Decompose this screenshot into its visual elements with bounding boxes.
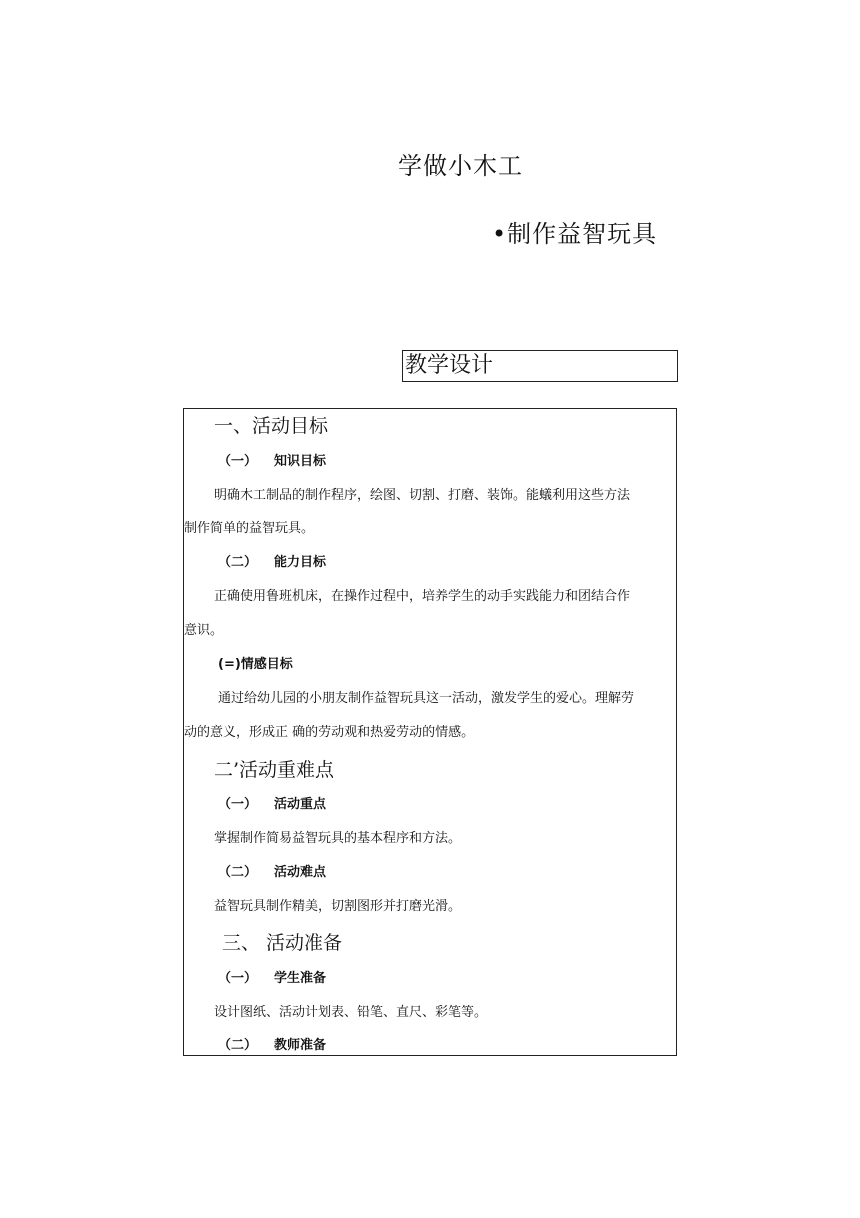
subheading-emotion [218,653,293,672]
paragraph-line: 明确木工制品的制作程序，绘图、切割、打磨、装饰。能蟻利用这些方法 [214,488,631,503]
subheading-label: 情感目标 [240,657,293,672]
subheading-number: （二） [218,865,258,880]
section-heading-key-points: 二’活动重难点 [214,759,335,781]
subheading-label: 活动重点 [274,797,327,812]
subheading-number: （一） [218,454,258,469]
subheading-knowledge [218,450,326,469]
paragraph-line: 制作简单的益智玩具。 [184,521,315,536]
section-heading-preparation: 三、 活动准备 [222,932,343,954]
subheading-number: (=) [218,657,241,672]
subheading-difficulty [218,861,326,880]
section-heading-goals: 一、活动目标 [214,415,329,437]
paragraph-line: 掌握制作简易益智玩具的基本程序和方法。 [214,831,462,846]
subheading-student-prep [218,967,326,986]
subheading-label: 教师准备 [274,1038,327,1053]
paragraph-line: 动的意义，形成正 确的劳动观和热爱劳动的情感。 [184,725,475,740]
subheading-number: （二） [218,1038,258,1053]
document-title: 学做小木工 [398,152,523,180]
paragraph-line: 益智玩具制作精美，切割图形并打磨光滑。 [214,899,462,914]
design-label-box: 教学设计 [402,350,678,382]
subheading-teacher-prep [218,1034,326,1053]
subheading-number: （一） [218,797,258,812]
subheading-focus [218,793,326,812]
paragraph-line: 意识。 [184,623,224,638]
document-subtitle: •制作益智玩具 [492,220,658,248]
subheading-label: 学生准备 [274,971,327,986]
subheading-ability [218,551,326,570]
subheading-label: 活动难点 [274,865,327,880]
subheading-label: 能力目标 [274,555,327,570]
content-frame [183,408,677,1056]
subheading-number: （二） [218,555,258,570]
subheading-number: （一） [218,971,258,986]
paragraph-line: 正确使用鲁班机床，在操作过程中，培养学生的动手实践能力和团结合作 [214,589,631,604]
paragraph-line: 设计图纸、活动计划表、铅笔、直尺、彩笔等。 [214,1005,488,1020]
subheading-label: 知识目标 [274,454,327,469]
paragraph-line: 通过给幼儿园的小朋友制作益智玩具这一活动，激发学生的爱心。理解劳 [218,691,635,706]
